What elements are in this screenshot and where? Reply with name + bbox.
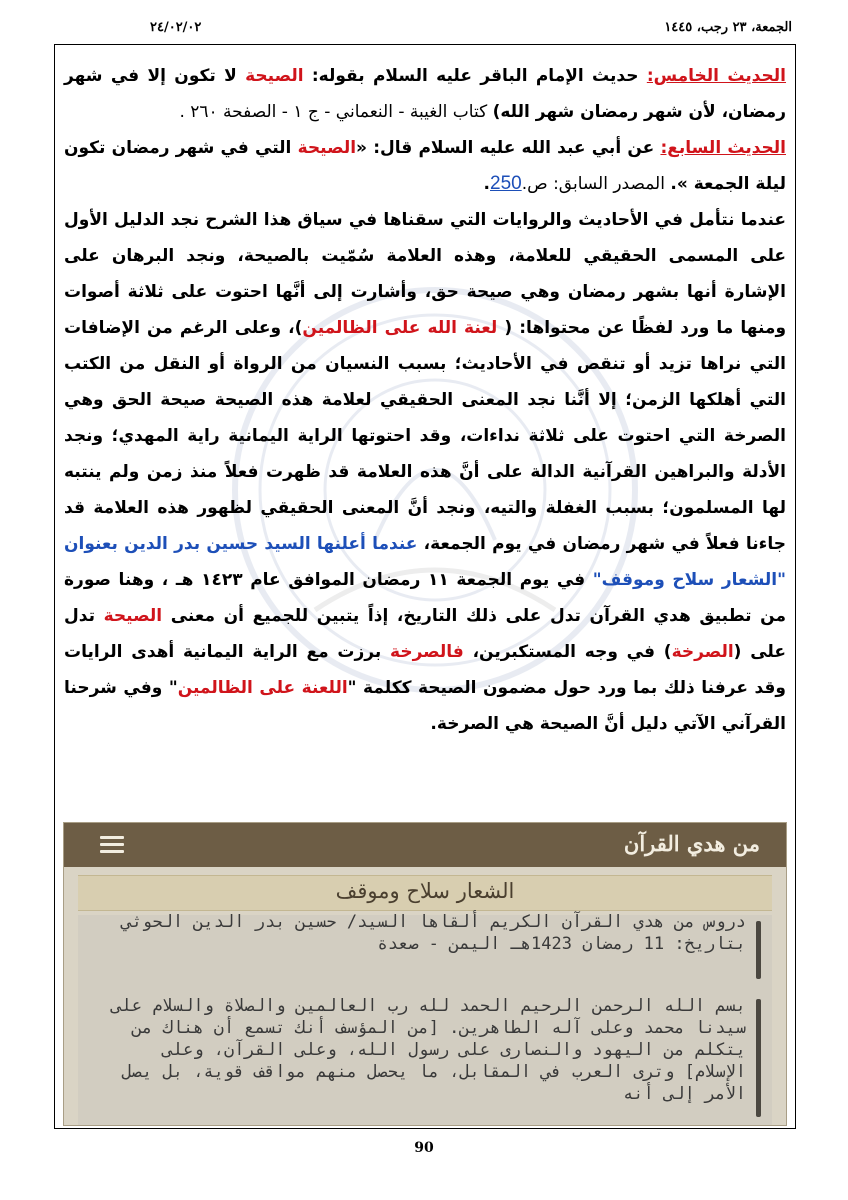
commentary-sayha: الصيحة (103, 606, 163, 626)
hadith-fifth-text-a: حديث الإمام الباقر عليه السلام بقوله: (303, 66, 647, 86)
commentary-curse-phrase: لعنة الله على الظالمين (302, 318, 498, 338)
page-250-link[interactable]: 250 (490, 173, 522, 194)
hadith-seventh-label: الحديث السابع: (660, 138, 786, 158)
commentary-sarkha: الصرخة (671, 642, 734, 662)
commentary-text-g: " وفي شرحنا القرآني الآتي دليل أنَّ الصيحة هي الصرخة. (64, 678, 786, 734)
lecture-title-band (78, 875, 772, 911)
hadith-seventh-text-b: التي في شهر رمضان تكون ليلة الجمعة ». (64, 138, 786, 194)
lecture-intro: دروس من هدي القرآن الكريم ألقاها السيد/ حسين بدر الدين الحوثي بتاريخ: 11 رمضان 1423هـ اليمن - صعدة (121, 912, 746, 954)
hadith-seventh-text-a: عن أبي عبد الله عليه السلام قال: « (356, 138, 661, 158)
hadith-seventh-keyword: الصيحة (297, 138, 357, 158)
lecture-body: بسم الله الرحمن الرحيم الحمد لله رب العالمين والصلاة والسلام على سيدنا محمد وعلى آله الطاهرين. [من المؤسف أنك تسمع أن هناك من يتكلم من اليهود والنصارى على رسول الله، وعلى القرآن، وعلى الإسلام] وترى العرب في المقابل، ما يحصل منهم مواقف قوية، بل يصل الأمر إلى أنه (111, 996, 746, 1104)
commentary-announcement: عندما أعلنها السيد حسين بدر الدين بعنوان "الشعار سلاح وموقف" (64, 534, 786, 590)
commentary-text-f: برزت مع الراية اليمانية أهدى الرايات وقد عرفنا ذلك بما ورد حول مضمون الصيحة ككلمة " (64, 642, 786, 698)
hadith-fifth-keyword: الصيحة (245, 66, 304, 86)
commentary-text-d: تدل على ( (64, 606, 786, 662)
hadith-fifth-label: الحديث الخامس: (646, 66, 787, 86)
page-number: 90 (414, 1140, 434, 1156)
app-title: من هدي القرآن (623, 831, 760, 856)
hadith-fifth-source: كتاب الغيبة - النعماني - ج ١ - الصفحة ٢٦٠ . (179, 102, 493, 122)
commentary-paragraph (64, 202, 786, 742)
scrollbar-lower[interactable] (756, 999, 761, 1117)
menu-icon[interactable] (100, 836, 124, 854)
right-border (795, 44, 796, 1128)
header-date-hijri: الجمعة، ٢٣ رجب، ١٤٤٥ (664, 20, 792, 35)
hadith-fifth-text-b: لا تكون إلا في شهر رمضان، لأن شهر رمضان شهر الله) (64, 66, 786, 122)
top-rule (54, 44, 796, 45)
commentary-curse-word: اللعنة على الظالمين (177, 678, 348, 698)
commentary-text-c: في يوم الجمعة ١١ رمضان الموافق عام ١٤٢٣ هـ ، وهنا صورة من تطبيق هدي القرآن تدل على ذلك التاريخ، إذاً يتبين للجميع أن معنى (64, 570, 787, 626)
scrollbar-upper[interactable] (756, 921, 761, 979)
left-border (54, 44, 55, 1128)
app-screenshot (63, 822, 787, 1126)
commentary-text-a: عندما نتأمل في الأحاديث والروايات التي سقناها في سياق هذا الشرح نجد الدليل الأول على المسمى الحقيقي للعلامة، وهذه العلامة سُمّيت بالصيحة، ونجد البرهان على الإشارة أنها بشهر رمضان وهي صيحة حق، وأشارت إلى أنَّها احتوت على ثلاثة أصوات ومنها ما ورد لفظًا عن محتواها: ( (64, 210, 787, 338)
commentary-text-e: ) في وجه المستكبرين، (463, 642, 672, 662)
app-title-bar (64, 823, 786, 867)
commentary-text-b: )، وعلى الرغم من الإضافات التي نراها تزيد أو تنقص في الأحاديث؛ بسبب النسيان من الرواة أو النقل من الكتب التي أهلكها الزمن؛ إلا أنَّنا نجد المعنى الحقيقي لعلامة هذه الصيحة صيحة الحق وهي الصرخة التي احتوت على ثلاثة نداءات، وقد احتوتها الراية اليمانية راية المهدي؛ ونجد الأدلة والبراهين القرآنية الدالة على أنَّ هذه العلامة قد ظهرت فعلاً منذ زمن ولم ينتبه لها المسلمون؛ بسبب الغفلة والتيه، ونجد أنَّ المعنى الحقيقي لظهور هذه العلامة قد جاءنا فعلاً في شهر رمضان في يوم الجمعة، (64, 318, 787, 554)
header-date-gregorian: ٢٤/٠٢/٠٢ (150, 20, 202, 35)
commentary-fal-sarkha: فالصرخة (390, 642, 464, 662)
bottom-rule (54, 1128, 796, 1129)
lecture-title: الشعار سلاح وموقف (335, 879, 515, 903)
article-body (64, 58, 786, 742)
hadith-seventh-source: المصدر السابق: ص. (521, 174, 671, 194)
hadith-fifth (64, 58, 786, 130)
hadith-seventh: الحديث السابع: عن أبي عبد الله عليه السلام قال: «الصيحة التي في شهر رمضان تكون ليلة الجمعة ». المصدر السابق: ص.250. (64, 138, 786, 194)
